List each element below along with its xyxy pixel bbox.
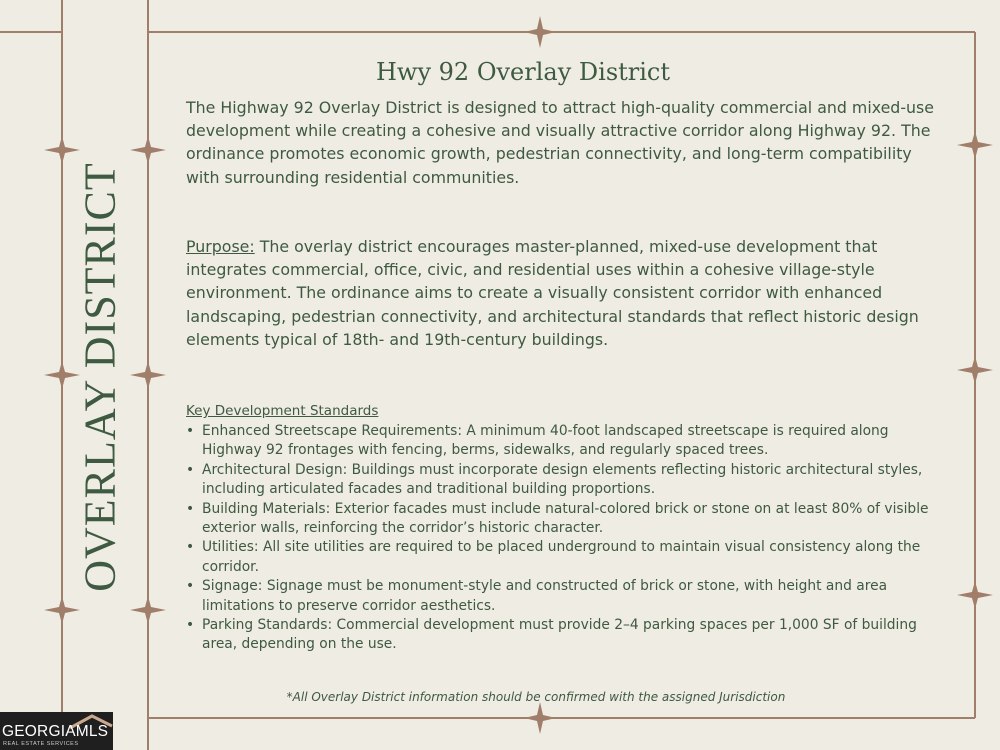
list-item bbox=[186, 500, 946, 539]
disclaimer: *All Overlay District information should be confirmed with the assigned Jurisdiction bbox=[286, 690, 786, 704]
georgiamls-logo bbox=[0, 712, 113, 750]
purpose-text: The overlay district encourages master-planned, mixed-use development that integrates commercial, office, civic, and residential uses within a cohesive village-style environment. The ordinance aims to create a visually consistent corridor with enhanced landscaping, pedestrian connectivity, and architectural standards that reflect historic design elements typical of 18th- and 19th-century buildings. bbox=[186, 237, 919, 349]
list-item-text: Utilities: All site utilities are required to be placed underground to maintain visual consistency along the corridor. bbox=[202, 539, 921, 575]
list-item bbox=[186, 422, 946, 461]
list-item-text: Parking Standards: Commercial development must provide 2–4 parking spaces per 1,000 SF of building area, depending on the use. bbox=[202, 617, 917, 653]
list-item bbox=[186, 461, 946, 500]
bullet-icon: • bbox=[186, 578, 195, 595]
side-title: OVERLAY DISTRICT bbox=[75, 162, 125, 592]
bullet-icon: • bbox=[186, 461, 195, 478]
bullet-icon: • bbox=[186, 423, 195, 439]
purpose-label: Purpose: bbox=[186, 237, 255, 256]
list-item bbox=[186, 538, 946, 577]
list-item-text: Enhanced Streetscape Requirements: A minimum 40-foot landscaped streetscape is required along Highway 92 frontages with fencing, berms, sidewalks, and regularly spaced trees. bbox=[202, 423, 889, 459]
standards-list bbox=[186, 422, 946, 655]
list-item-text: Signage: Signage must be monument-style and constructed of brick or stone, with height and area limitations to preserve corridor aesthetics. bbox=[202, 578, 888, 614]
intro-paragraph: The Highway 92 Overlay District is designed to attract high-quality commercial and mixed-use development while creating a cohesive and visually attractive corridor along Highway 92. The ordinance promotes economic growth, pedestrian connectivity, and long-term compatibility with surrounding residential communities. bbox=[186, 98, 934, 187]
list-item bbox=[186, 577, 946, 616]
bullet-icon: • bbox=[186, 539, 195, 556]
list-item bbox=[186, 616, 946, 655]
logo-wordmark: GEORGIAMLS bbox=[2, 723, 109, 740]
purpose-paragraph bbox=[186, 235, 946, 351]
page-title: Hwy 92 Overlay District bbox=[375, 58, 671, 86]
bullet-icon: • bbox=[186, 500, 195, 517]
bullet-icon: • bbox=[186, 617, 195, 634]
list-item-text: Architectural Design: Buildings must incorporate design elements reflecting historic architectural styles, including articulated facades and traditional building proportions. bbox=[202, 461, 923, 498]
standards-heading: Key Development Standards bbox=[186, 403, 379, 419]
logo-tagline: REAL ESTATE SERVICES bbox=[3, 741, 79, 747]
list-item-text: Building Materials: Exterior facades must include natural-colored brick or stone on at least 80% of visible exterior walls, reinforcing the corridor’s historic character. bbox=[202, 500, 929, 537]
